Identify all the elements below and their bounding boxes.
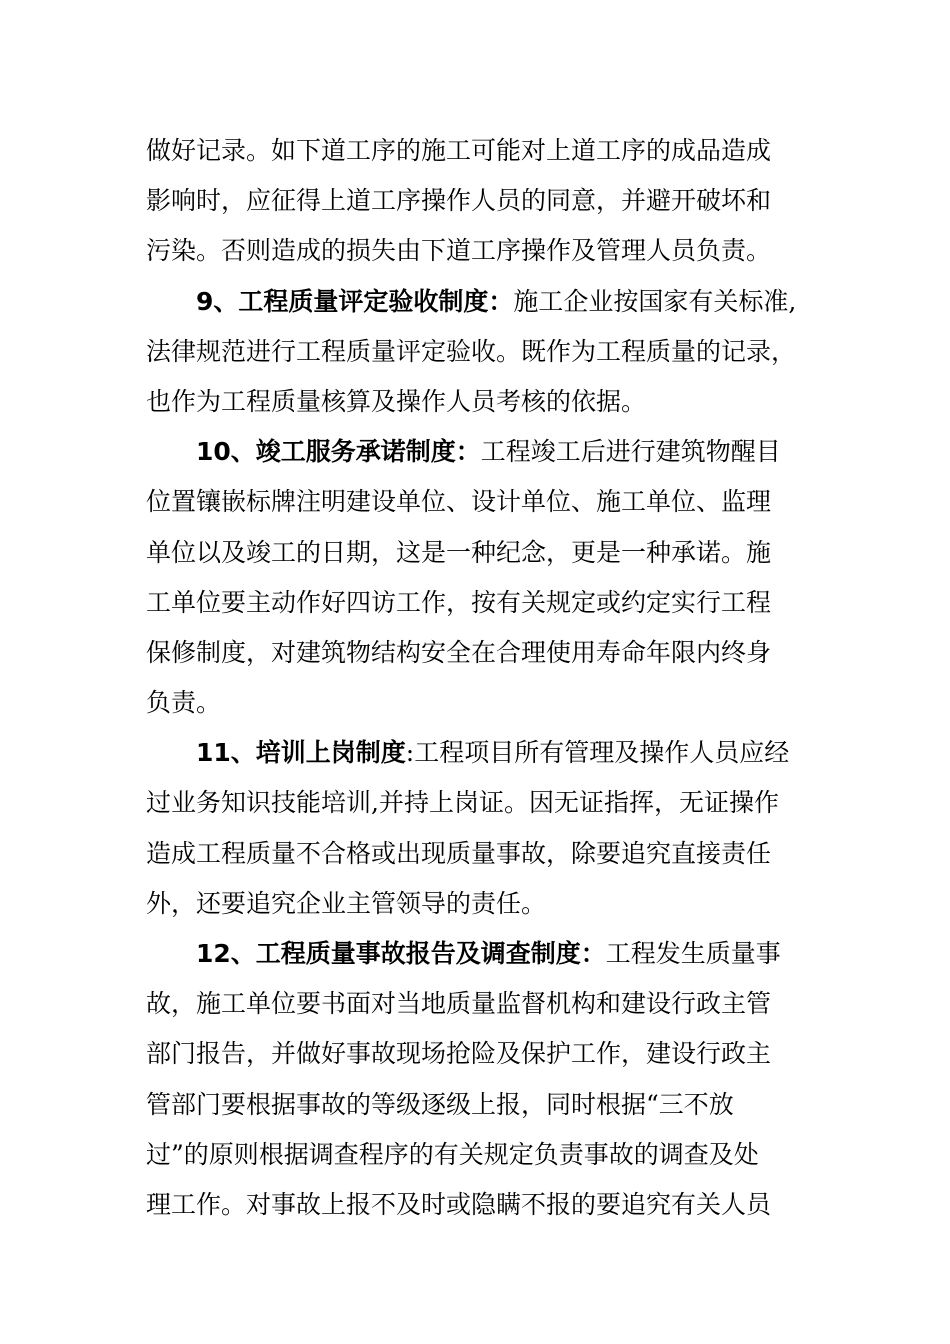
text-line: 保修制度，对建筑物结构安全在合理使用寿命年限内终身 (146, 637, 772, 667)
text-line: 负责。 (146, 688, 222, 718)
text-line: 工单位要主动作好四访工作，按有关规定或约定实行工程 (146, 587, 772, 617)
paragraph-8-tail (146, 126, 806, 277)
text-line: 故，施工单位要书面对当地质量监督机构和建设行政主管 (146, 989, 772, 1019)
text-line: 部门报告，并做好事故现场抢险及保护工作，建设行政主 (146, 1039, 772, 1069)
paragraph-first-line (146, 728, 806, 778)
document-body (146, 126, 806, 1230)
paragraph-first-line (146, 427, 806, 477)
paragraph-11 (146, 728, 806, 929)
paragraph-9 (146, 277, 806, 428)
text-line: 单位以及竣工的日期，这是一种纪念，更是一种承诺。施 (146, 537, 772, 567)
paragraph-12 (146, 929, 806, 1230)
text-line: 位置镶嵌标牌注明建设单位、设计单位、施工单位、监理 (146, 487, 772, 517)
text-line: 做好记录。如下道工序的施工可能对上道工序的成品造成 (146, 136, 772, 165)
text-span: :工程项目所有管理及操作人员应经 (405, 738, 790, 768)
section-heading: 9、工程质量评定验收制度： (196, 286, 514, 316)
text-line: 造成工程质量不合格或出现质量事故，除要追究直接责任 (146, 838, 772, 868)
paragraph-first-line (146, 277, 806, 327)
text-span: 施工企业按国家有关标准, (513, 286, 797, 316)
section-heading: 10、竣工服务承诺制度： (196, 437, 481, 467)
text-line: 影响时，应征得上道工序操作人员的同意，并避开破坏和 (146, 186, 772, 216)
text-line: 理工作。对事故上报不及时或隐瞒不报的要追究有关人员 (146, 1189, 772, 1219)
section-heading: 12、工程质量事故报告及调查制度： (196, 939, 606, 968)
text-line: 管部门要根据事故的等级逐级上报，同时根据“三不放 (146, 1089, 734, 1119)
text-line: 法律规范进行工程质量评定验收。既作为工程质量的记录， (146, 336, 797, 366)
text-line: 外，还要追究企业主管领导的责任。 (146, 888, 547, 918)
text-span: 工程发生质量事 (605, 939, 781, 968)
text-line: 也作为工程质量核算及操作人员考核的依据。 (146, 386, 647, 416)
paragraph-10 (146, 427, 806, 728)
section-heading: 11、培训上岗制度 (196, 738, 406, 768)
text-span: 工程竣工后进行建筑物醒目 (480, 437, 781, 467)
paragraph-first-line (146, 929, 806, 979)
text-line: 过业务知识技能培训,并持上岗证。因无证指挥，无证操作 (146, 788, 779, 818)
text-line: 污染。否则造成的损失由下道工序操作及管理人员负责。 (146, 236, 772, 266)
text-line: 过”的原则根据调查程序的有关规定负责事故的调查及处 (146, 1139, 759, 1169)
